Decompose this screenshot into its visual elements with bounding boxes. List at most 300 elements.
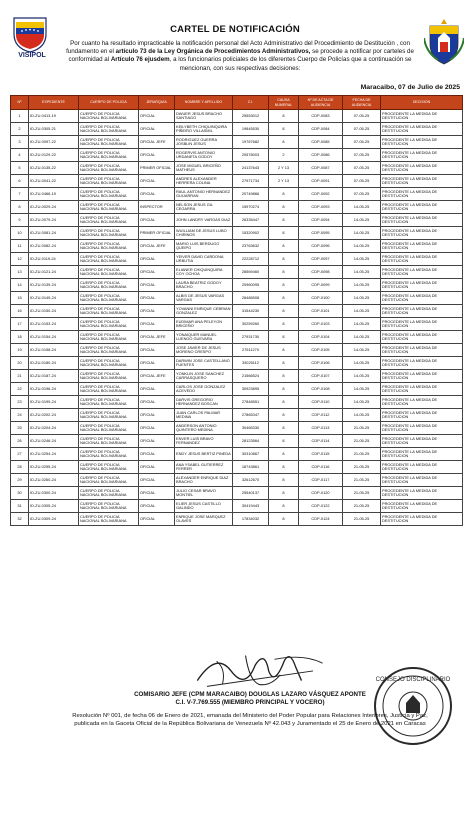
cell-hearing-record: CDP-0117	[299, 474, 343, 487]
cell-full-name: RODRIGUEZ GUERRA JOSBLIN JESUS	[175, 136, 233, 149]
cell-rank: OFICIAL	[139, 279, 175, 292]
cell-rank: OFICIAL	[139, 188, 175, 201]
cell-full-name: JULIO CESAR BRAVO MONTIEL	[175, 487, 233, 500]
cell-hearing-record: CDP-0100	[299, 292, 343, 305]
cell-case-file: ID-ZU-0187-24	[29, 370, 79, 383]
cell-id-number: 20578003	[233, 149, 269, 162]
notice-title: CARTEL DE NOTIFICACIÓN	[170, 24, 300, 35]
cell-police-body: CUERPO DE POLICIA NACIONAL BOLIVARIANA	[79, 240, 139, 253]
cell-hearing-record: CDP-0098	[299, 266, 343, 279]
cell-hearing-date: 14-05-25	[343, 266, 381, 279]
table-row	[11, 474, 463, 487]
cell-hearing-record: CDP-0114	[299, 435, 343, 448]
cell-police-body: CUERPO DE POLICIA NACIONAL BOLIVARIANA	[79, 175, 139, 188]
cell-id-number: 27865347	[233, 409, 269, 422]
cell-decision: PROCEDENTE LA MEDIDA DE DESTITUCION	[381, 188, 463, 201]
cell-police-body: CUERPO DE POLICIA NACIONAL BOLIVARIANA	[79, 448, 139, 461]
cell-full-name: DARVIS GREGORIO HERNANDEZ BOSCAN	[175, 396, 233, 409]
cell-hearing-date: 21-05-25	[343, 500, 381, 513]
cell-row-number: 13	[11, 266, 29, 279]
cell-rank: PRIMER OFICIAL	[139, 162, 175, 175]
table-row	[11, 422, 463, 435]
cell-row-number: 11	[11, 240, 29, 253]
cell-police-body: CUERPO DE POLICIA NACIONAL BOLIVARIANA	[79, 396, 139, 409]
column-header: NOMBRE Y APELLIDO	[175, 96, 233, 110]
cell-hearing-record: CDP-0115	[299, 448, 343, 461]
cell-full-name: ENRIQUE JOSE MARQUEZ OLAVES	[175, 513, 233, 526]
cell-rank: OFICIAL JEFE	[139, 331, 175, 344]
cell-row-number: 26	[11, 435, 29, 448]
cell-rank: OFICIAL	[139, 422, 175, 435]
cell-police-body: CUERPO DE POLICIA NACIONAL BOLIVARIANA	[79, 487, 139, 500]
cell-rank: OFICIAL JEFE	[139, 240, 175, 253]
cell-cause-numeral: 8	[269, 110, 299, 123]
cell-full-name: KEILYBETH CHIQUINQUIRA PIÑEIRO VILLASMIL	[175, 123, 233, 136]
cell-hearing-date: 14-05-25	[343, 396, 381, 409]
cell-hearing-date: 21-05-25	[343, 435, 381, 448]
cell-hearing-date: 21-05-25	[343, 461, 381, 474]
cell-id-number: 28123564	[233, 435, 269, 448]
cell-cause-numeral: 8	[269, 461, 299, 474]
cell-full-name: YOVANNI ENRIQUE CEBRIAN GONZALEZ	[175, 305, 233, 318]
table-row	[11, 123, 463, 136]
cell-police-body: CUERPO DE POLICIA NACIONAL BOLIVARIANA	[79, 344, 139, 357]
cell-decision: PROCEDENTE LA MEDIDA DE DESTITUCION	[381, 513, 463, 526]
cell-rank: OFICIAL JEFE	[139, 136, 175, 149]
table-row	[11, 188, 463, 201]
cell-case-file: ID-ZU-0082-24	[29, 240, 79, 253]
cell-cause-numeral: 8	[269, 214, 299, 227]
cell-police-body: CUERPO DE POLICIA NACIONAL BOLIVARIANA	[79, 461, 139, 474]
table-row	[11, 409, 463, 422]
cell-id-number: 23763632	[233, 240, 269, 253]
cell-case-file: ID-ZU-0149-24	[29, 292, 79, 305]
visipol-logo-text: VISIPOL	[18, 52, 46, 59]
cell-case-file: ID-ZU-0202-24	[29, 409, 79, 422]
cell-rank: OFICIAL	[139, 266, 175, 279]
column-header: JERARQUIA	[139, 96, 175, 110]
cell-cause-numeral: 8	[269, 227, 299, 240]
cell-hearing-date: 14-05-25	[343, 240, 381, 253]
cell-full-name: ANDERSON ANTONIO QUINTERO MEDINA	[175, 422, 233, 435]
cell-rank: OFICIAL	[139, 149, 175, 162]
cell-decision: PROCEDENTE LA MEDIDA DE DESTITUCION	[381, 357, 463, 370]
visipol-logo	[8, 14, 52, 64]
cell-police-body: CUERPO DE POLICIA NACIONAL BOLIVARIANA	[79, 435, 139, 448]
cell-hearing-record: CDP-0095	[299, 227, 343, 240]
cell-rank: OFICIAL	[139, 448, 175, 461]
cell-rank: OFICIAL	[139, 487, 175, 500]
cell-decision: PROCEDENTE LA MEDIDA DE DESTITUCION	[381, 422, 463, 435]
cell-full-name: LAURA BEATRIZ GODOY BRACHO	[175, 279, 233, 292]
cell-hearing-record: CDP-0105	[299, 344, 343, 357]
cell-decision: PROCEDENTE LA MEDIDA DE DESTITUCION	[381, 175, 463, 188]
cell-hearing-date: 14-05-25	[343, 409, 381, 422]
cell-cause-numeral: 8	[269, 318, 299, 331]
cell-id-number: 30310867	[233, 448, 269, 461]
cell-case-file: ID-ZU-0255-24	[29, 461, 79, 474]
cell-police-body: CUERPO DE POLICIA NACIONAL BOLIVARIANA	[79, 292, 139, 305]
cell-id-number: 32612670	[233, 474, 269, 487]
cell-police-body: CUERPO DE POLICIA NACIONAL BOLIVARIANA	[79, 383, 139, 396]
cell-cause-numeral: 8	[269, 357, 299, 370]
cell-decision: PROCEDENTE LA MEDIDA DE DESTITUCION	[381, 435, 463, 448]
cell-full-name: NELSON JESUS GIL CEGARRA	[175, 201, 233, 214]
cell-row-number: 2	[11, 123, 29, 136]
notification-table	[10, 95, 463, 526]
cell-row-number: 7	[11, 188, 29, 201]
table-row	[11, 253, 463, 266]
cell-full-name: ALBIS DE JESUS VARGAS VARGAS	[175, 292, 233, 305]
cell-hearing-record: CDP-0103	[299, 318, 343, 331]
cell-police-body: CUERPO DE POLICIA NACIONAL BOLIVARIANA	[79, 513, 139, 526]
cell-police-body: CUERPO DE POLICIA NACIONAL BOLIVARIANA	[79, 500, 139, 513]
cell-cause-numeral: 8	[269, 136, 299, 149]
cell-cause-numeral: 8	[269, 305, 299, 318]
cell-police-body: CUERPO DE POLICIA NACIONAL BOLIVARIANA	[79, 370, 139, 383]
cell-cause-numeral: 8	[269, 448, 299, 461]
cell-full-name: ENDY JESUS BERTIZ PINEDA	[175, 448, 233, 461]
cell-cause-numeral: 8	[269, 396, 299, 409]
cell-hearing-record: CDP-0084	[299, 123, 343, 136]
cell-case-file: ID-ZU-0466-19	[29, 188, 79, 201]
table-row	[11, 227, 463, 240]
table-row	[11, 357, 463, 370]
cell-police-body: CUERPO DE POLICIA NACIONAL BOLIVARIANA	[79, 409, 139, 422]
table-row	[11, 487, 463, 500]
cell-cause-numeral: 8	[269, 383, 299, 396]
cell-full-name: ROGERVIS ANTONIO URDANETA GODOY	[175, 149, 233, 162]
cell-full-name: ENVER LUIS BRAVO FERNANDEZ	[175, 435, 233, 448]
cell-hearing-date: 07-05-25	[343, 188, 381, 201]
cell-case-file: ID-ZU-0121-24	[29, 266, 79, 279]
cell-id-number: 21566524	[233, 370, 269, 383]
cell-case-file: ID-ZU-0129-22	[29, 149, 79, 162]
cell-rank: OFICIAL	[139, 318, 175, 331]
cell-id-number: 20749866	[233, 188, 269, 201]
cell-cause-numeral: 8	[269, 123, 299, 136]
cell-hearing-date: 21-05-25	[343, 422, 381, 435]
cell-case-file: ID-ZU-0413-19	[29, 110, 79, 123]
table-row	[11, 513, 463, 526]
cell-cause-numeral: 8	[269, 422, 299, 435]
cell-case-file: ID-ZU-0150-24	[29, 305, 79, 318]
cell-row-number: 4	[11, 149, 29, 162]
cell-decision: PROCEDENTE LA MEDIDA DE DESTITUCION	[381, 123, 463, 136]
cell-hearing-record: CDP-0120	[299, 487, 343, 500]
cell-decision: PROCEDENTE LA MEDIDA DE DESTITUCION	[381, 214, 463, 227]
cell-row-number: 16	[11, 305, 29, 318]
cell-police-body: CUERPO DE POLICIA NACIONAL BOLIVARIANA	[79, 162, 139, 175]
cell-decision: PROCEDENTE LA MEDIDA DE DESTITUCION	[381, 409, 463, 422]
cell-police-body: CUERPO DE POLICIA NACIONAL BOLIVARIANA	[79, 136, 139, 149]
cell-decision: PROCEDENTE LA MEDIDA DE DESTITUCION	[381, 344, 463, 357]
cell-cause-numeral: 8	[269, 370, 299, 383]
resolution-text: Resolución Nº 001, de fecha 06 de Enero de 2021, emanada del Ministerio del Poder Popular para Relaciones Interiores, Justicia y Paz, publicada en la Gaceta Oficial de la República Bolivariana de Venezuela Nº 42.043 y Juramentado el 25 de Enero de 2021 en Caracas	[72, 713, 428, 727]
cell-hearing-record: CDP-0091	[299, 175, 343, 188]
cell-id-number: 27511270	[233, 344, 269, 357]
cell-full-name: ANA YSABEL GUTIERREZ FERRER	[175, 461, 233, 474]
cell-full-name: YEIVER DAVID CARDONA URBUTIA	[175, 253, 233, 266]
cell-case-file: ID-ZU-0119-24	[29, 253, 79, 266]
cell-hearing-date: 14-05-25	[343, 253, 381, 266]
table-header-row	[11, 96, 463, 110]
cell-row-number: 31	[11, 500, 29, 513]
cell-row-number: 8	[11, 201, 29, 214]
cell-case-file: ID-ZU-0260-24	[29, 474, 79, 487]
cell-id-number: 30465330	[233, 422, 269, 435]
cell-decision: PROCEDENTE LA MEDIDA DE DESTITUCION	[381, 149, 463, 162]
table-row	[11, 383, 463, 396]
cell-cause-numeral: 8	[269, 253, 299, 266]
table-row	[11, 292, 463, 305]
cell-hearing-date: 21-05-25	[343, 487, 381, 500]
cell-row-number: 14	[11, 279, 29, 292]
cell-case-file: ID-ZU-0246-24	[29, 435, 79, 448]
cell-row-number: 32	[11, 513, 29, 526]
cell-id-number: 30259260	[233, 318, 269, 331]
cell-id-number: 26335447	[233, 214, 269, 227]
cell-police-body: CUERPO DE POLICIA NACIONAL BOLIVARIANA	[79, 357, 139, 370]
cell-case-file: ID-ZU-0081-24	[29, 227, 79, 240]
cell-id-number: 20960095	[233, 279, 269, 292]
cell-row-number: 30	[11, 487, 29, 500]
cell-rank: OFICIAL JEFE	[139, 370, 175, 383]
column-header: EXPEDIENTE	[29, 96, 79, 110]
table-row	[11, 266, 463, 279]
cell-full-name: DWUER JESUS BRACHO SANTIAGO	[175, 110, 233, 123]
cell-id-number: 27848551	[233, 396, 269, 409]
cell-row-number: 10	[11, 227, 29, 240]
column-header: Nº DE ACTA DE AUDIENCIA	[299, 96, 343, 110]
cell-row-number: 27	[11, 448, 29, 461]
cell-police-body: CUERPO DE POLICIA NACIONAL BOLIVARIANA	[79, 253, 139, 266]
cell-cause-numeral: 8	[269, 435, 299, 448]
cell-case-file: ID-ZU-0139-24	[29, 279, 79, 292]
cell-row-number: 6	[11, 175, 29, 188]
cell-police-body: CUERPO DE POLICIA NACIONAL BOLIVARIANA	[79, 279, 139, 292]
table-row	[11, 318, 463, 331]
cell-decision: PROCEDENTE LA MEDIDA DE DESTITUCION	[381, 201, 463, 214]
cell-full-name: JUAN CARLOS PALMAR MEDINA	[175, 409, 233, 422]
cell-row-number: 3	[11, 136, 29, 149]
cell-row-number: 21	[11, 370, 29, 383]
cell-full-name: YONAIQUER MANUEL LUENGO GUEVARA	[175, 331, 233, 344]
cell-id-number: 19845530	[233, 123, 269, 136]
column-header: DECISION	[381, 96, 463, 110]
cell-id-number: 30419443	[233, 500, 269, 513]
cell-case-file: ID-ZU-0079-24	[29, 214, 79, 227]
commissioner-signature-block	[60, 691, 440, 707]
cell-hearing-record: CDP-0099	[299, 279, 343, 292]
stamp-text: CONSEJO DISCIPLINARIO	[375, 677, 451, 683]
cell-rank: OFICIAL	[139, 500, 175, 513]
cell-hearing-record: CDP-0092	[299, 188, 343, 201]
cell-police-body: CUERPO DE POLICIA NACIONAL BOLIVARIANA	[79, 331, 139, 344]
cell-case-file: ID-ZU-0158-24	[29, 344, 79, 357]
cell-hearing-date: 14-05-25	[343, 383, 381, 396]
cell-row-number: 12	[11, 253, 29, 266]
cell-full-name: YONKLIN JOSE SANCHEZ CARRASQUERO	[175, 370, 233, 383]
cell-decision: PROCEDENTE LA MEDIDA DE DESTITUCION	[381, 461, 463, 474]
cell-rank: OFICIAL	[139, 357, 175, 370]
cell-hearing-record: CDP-0106	[299, 357, 343, 370]
cell-row-number: 5	[11, 162, 29, 175]
cell-full-name: JOSE JAVIER DE JESUS MORENO CRESPO	[175, 344, 233, 357]
cell-rank: PRIMER OFICIAL	[139, 227, 175, 240]
cell-id-number: 28486508	[233, 292, 269, 305]
cell-case-file: ID-ZU-0300-24	[29, 487, 79, 500]
cell-decision: PROCEDENTE LA MEDIDA DE DESTITUCION	[381, 227, 463, 240]
cell-case-file: ID-ZU-0135-22	[29, 162, 79, 175]
cell-decision: PROCEDENTE LA MEDIDA DE DESTITUCION	[381, 279, 463, 292]
cell-case-file: ID-ZU-0305-21	[29, 123, 79, 136]
notice-date: Maracaibo, 07 de Julio de 2025	[360, 84, 460, 91]
cell-rank: INSPECTOR	[139, 201, 175, 214]
table-row	[11, 201, 463, 214]
cell-police-body: CUERPO DE POLICIA NACIONAL BOLIVARIANA	[79, 474, 139, 487]
cell-full-name: EUDIMAR ANA PELEYON BRICEÑO	[175, 318, 233, 331]
cell-decision: PROCEDENTE LA MEDIDA DE DESTITUCION	[381, 305, 463, 318]
table-row	[11, 370, 463, 383]
cell-hearing-record: CDP-0093	[299, 201, 343, 214]
cell-hearing-record: CDP-0097	[299, 253, 343, 266]
cell-case-file: ID-ZU-0029-24	[29, 201, 79, 214]
cell-police-body: CUERPO DE POLICIA NACIONAL BOLIVARIANA	[79, 149, 139, 162]
cell-hearing-date: 14-05-25	[343, 370, 381, 383]
cell-case-file: ID-ZU-0041-22	[29, 175, 79, 188]
cell-row-number: 22	[11, 383, 29, 396]
cell-police-body: CUERPO DE POLICIA NACIONAL BOLIVARIANA	[79, 318, 139, 331]
cell-id-number: 18743861	[233, 461, 269, 474]
cell-row-number: 17	[11, 318, 29, 331]
cell-row-number: 29	[11, 474, 29, 487]
table-row	[11, 396, 463, 409]
cell-cause-numeral: 8	[269, 292, 299, 305]
cell-case-file: ID-ZU-0254-24	[29, 448, 79, 461]
cell-rank: OFICIAL	[139, 110, 175, 123]
cell-rank: OFICIAL	[139, 305, 175, 318]
cell-decision: PROCEDENTE LA MEDIDA DE DESTITUCION	[381, 500, 463, 513]
column-header: CAUSA NUMERAL	[269, 96, 299, 110]
cell-cause-numeral: 8	[269, 331, 299, 344]
commissioner-name: COMISARIO JEFE (CPM MARACAIBO) DOUGLAS LAZARO VÁSQUEZ APONTE	[134, 691, 366, 698]
cell-hearing-record: CDP-0107	[299, 370, 343, 383]
cell-hearing-record: CDP-0116	[299, 461, 343, 474]
cell-id-number: 25553012	[233, 110, 269, 123]
cell-hearing-date: 14-05-25	[343, 214, 381, 227]
cell-row-number: 18	[11, 331, 29, 344]
table-row	[11, 461, 463, 474]
cell-full-name: WUILLIAM DE JESUS LUBO CHIRINOS	[175, 227, 233, 240]
column-header: C.I.	[233, 96, 269, 110]
cell-case-file: ID-ZU-0180-24	[29, 357, 79, 370]
cell-hearing-date: 14-05-25	[343, 201, 381, 214]
cell-full-name: DARWIN JOSE CASTELLANO FUENTES	[175, 357, 233, 370]
cell-full-name: CARLOS JOSE GONZALEZ ACEVEDO	[175, 383, 233, 396]
cell-cause-numeral: 8	[269, 188, 299, 201]
cell-decision: PROCEDENTE LA MEDIDA DE DESTITUCION	[381, 396, 463, 409]
cell-hearing-record: CDP-0124	[299, 513, 343, 526]
cell-hearing-record: CDP-0122	[299, 500, 343, 513]
cell-police-body: CUERPO DE POLICIA NACIONAL BOLIVARIANA	[79, 227, 139, 240]
cell-decision: PROCEDENTE LA MEDIDA DE DESTITUCION	[381, 474, 463, 487]
cell-cause-numeral: 8	[269, 279, 299, 292]
cell-row-number: 1	[11, 110, 29, 123]
cell-hearing-date: 07-05-25	[343, 162, 381, 175]
cell-decision: PROCEDENTE LA MEDIDA DE DESTITUCION	[381, 266, 463, 279]
cell-rank: OFICIAL	[139, 409, 175, 422]
cell-full-name: JOSE MIGUEL BRICEÑO MATHEUS	[175, 162, 233, 175]
cell-full-name: RAUL ANTONIO HERNANDEZ GUIJARRAN	[175, 188, 233, 201]
table-row	[11, 175, 463, 188]
cell-hearing-record: CDP-0108	[299, 383, 343, 396]
cell-cause-numeral: 2 Y 13	[269, 175, 299, 188]
cell-rank: OFICIAL	[139, 435, 175, 448]
cell-full-name: MARIO LUIS BERDUGO QUEIPO	[175, 240, 233, 253]
table-row	[11, 240, 463, 253]
cell-hearing-date: 14-05-25	[343, 357, 381, 370]
cell-decision: PROCEDENTE LA MEDIDA DE DESTITUCION	[381, 136, 463, 149]
cell-police-body: CUERPO DE POLICIA NACIONAL BOLIVARIANA	[79, 305, 139, 318]
zulia-coat-of-arms-logo	[424, 18, 464, 66]
cell-id-number: 31544230	[233, 305, 269, 318]
cell-id-number: 33025112	[233, 357, 269, 370]
cell-rank: OFICIAL	[139, 292, 175, 305]
cell-cause-numeral: 8	[269, 266, 299, 279]
cell-hearing-date: 21-05-25	[343, 474, 381, 487]
cell-decision: PROCEDENTE LA MEDIDA DE DESTITUCION	[381, 370, 463, 383]
cell-full-name: ELIANER CHIQUINQUIRA COY OCHOA	[175, 266, 233, 279]
cell-hearing-record: CDP-0113	[299, 422, 343, 435]
table-row	[11, 344, 463, 357]
intro-legal-reference-2: Artículo 76 ejusdem	[110, 56, 170, 64]
table-row	[11, 110, 463, 123]
intro-text-2: se procede a notificar por carteles de conformidad al	[68, 48, 414, 64]
cell-id-number: 28569460	[233, 266, 269, 279]
column-header: Nº	[11, 96, 29, 110]
cell-id-number: 17834032	[233, 513, 269, 526]
cell-hearing-record: CDP-0083	[299, 110, 343, 123]
cell-id-number: 27971734	[233, 175, 269, 188]
cell-case-file: ID-ZU-0309-24	[29, 513, 79, 526]
cell-decision: PROCEDENTE LA MEDIDA DE DESTITUCION	[381, 331, 463, 344]
cell-police-body: CUERPO DE POLICIA NACIONAL BOLIVARIANA	[79, 214, 139, 227]
cell-row-number: 28	[11, 461, 29, 474]
cell-decision: PROCEDENTE LA MEDIDA DE DESTITUCION	[381, 383, 463, 396]
cell-hearing-date: 14-05-25	[343, 292, 381, 305]
cell-hearing-date: 14-05-25	[343, 344, 381, 357]
cell-case-file: ID-ZU-0204-24	[29, 422, 79, 435]
cell-case-file: ID-ZU-0305-24	[29, 500, 79, 513]
cell-cause-numeral: 8	[269, 240, 299, 253]
cell-hearing-date: 07-05-25	[343, 175, 381, 188]
cell-case-file: ID-ZU-0199-24	[29, 396, 79, 409]
table-row	[11, 435, 463, 448]
cell-cause-numeral: 8	[269, 409, 299, 422]
intro-text-3: , a los funcionarios policiales de los diferentes Cuerpo de Policías que a continuación se mencionan, con sus respectivas decisiones:	[169, 56, 412, 72]
cell-cause-numeral: 8	[269, 474, 299, 487]
signature-image	[185, 642, 335, 696]
cell-id-number: 24137643	[233, 162, 269, 175]
cell-rank: OFICIAL	[139, 396, 175, 409]
cell-hearing-date: 07-05-25	[343, 149, 381, 162]
cell-row-number: 23	[11, 396, 29, 409]
cell-cause-numeral: 2 Y 13	[269, 162, 299, 175]
cell-cause-numeral: 8	[269, 487, 299, 500]
cell-decision: PROCEDENTE LA MEDIDA DE DESTITUCION	[381, 162, 463, 175]
cell-full-name: JOHN LANDRY VARGAS DIAZ	[175, 214, 233, 227]
